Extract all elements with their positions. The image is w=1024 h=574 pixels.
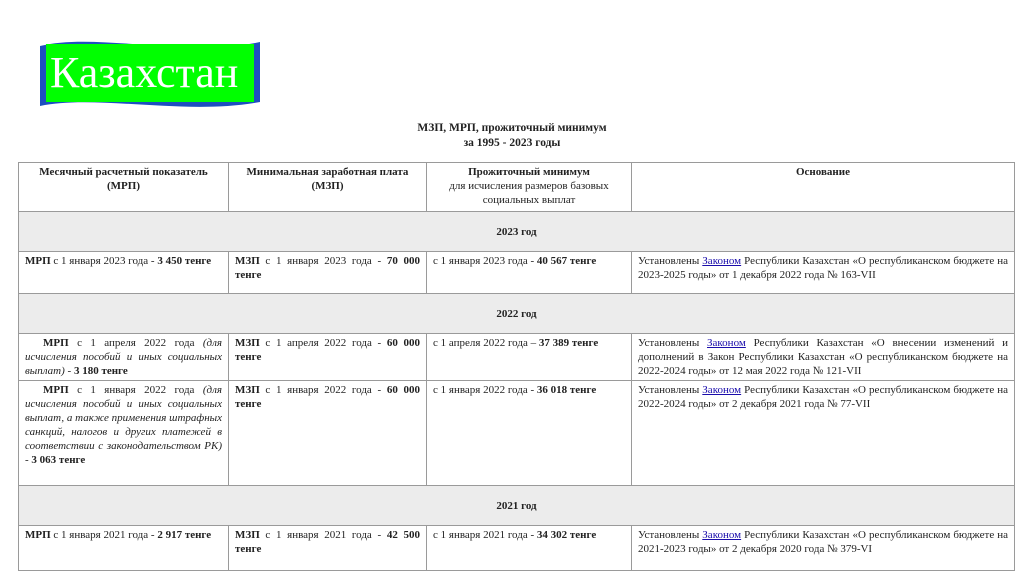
- basis-cell: Установлены Законом Республики Казахстан «О внесении изменений и дополнений в Закон Республики Казахстан «О республиканском бюджете на 2022-2024 годы» от 12 мая 2022 года № 121-VII: [632, 334, 1015, 381]
- year-row-2022: [19, 294, 1015, 334]
- basis-cell: Установлены Законом Республики Казахстан «О республиканском бюджете на 2021-2023 годы» от 2 декабря 2020 года № 379-VI: [632, 526, 1015, 571]
- mzp-cell: МЗП с 1 января 2021 года - 42 500 тенге: [229, 526, 427, 571]
- header-subsistence-title: Прожиточный минимум: [468, 166, 590, 178]
- year-row-2023: [19, 212, 1015, 252]
- header-mrp: Месячный расчетный показатель (МРП): [19, 163, 229, 212]
- header-subsistence-note: для исчисления размеров базовых социальных выплат: [449, 180, 609, 206]
- table-row: [19, 526, 1015, 571]
- header-subsistence: [427, 163, 632, 212]
- mrp-cell: МРП с 1 января 2022 года (для исчисления пособий и иных социальных выплат, а также применения штрафных санкций, налогов и других платежей в соответствии с законодательством РК) - 3 063 тенге: [19, 381, 229, 486]
- mrp-cell: МРП с 1 апреля 2022 года (для исчисления пособий и иных социальных выплат) - 3 180 тенге: [19, 334, 229, 381]
- table-header-row: [19, 163, 1015, 212]
- subsistence-cell: с 1 января 2023 года - 40 567 тенге: [427, 252, 632, 294]
- mzp-cell: МЗП с 1 января 2023 года - 70 000 тенге: [229, 252, 427, 294]
- header-basis: Основание: [632, 163, 1015, 212]
- law-link[interactable]: Законом: [702, 255, 742, 267]
- mzp-cell: МЗП с 1 января 2022 года - 60 000 тенге: [229, 381, 427, 486]
- mrp-cell: МРП с 1 января 2021 года - 2 917 тенге: [19, 526, 229, 571]
- table-row: [19, 381, 1015, 486]
- country-logo: [36, 36, 264, 110]
- year-label: 2021 год: [19, 486, 1015, 526]
- document-title: МЗП, МРП, прожиточный минимум: [417, 122, 607, 134]
- year-label: 2023 год: [19, 212, 1015, 252]
- law-link[interactable]: Законом: [707, 337, 746, 349]
- subsistence-cell: с 1 апреля 2022 года – 37 389 тенге: [427, 334, 632, 381]
- rates-table: [18, 162, 1015, 571]
- law-link[interactable]: Законом: [702, 384, 742, 396]
- subsistence-cell: с 1 января 2022 года - 36 018 тенге: [427, 381, 632, 486]
- mrp-cell: МРП с 1 января 2023 года - 3 450 тенге: [19, 252, 229, 294]
- year-row-2021: [19, 486, 1015, 526]
- law-link[interactable]: Законом: [702, 529, 742, 541]
- table-row: [19, 334, 1015, 381]
- logo-title: Казахстан: [46, 44, 254, 102]
- header-mzp: Минимальная заработная плата (МЗП): [229, 163, 427, 212]
- table-row: [19, 252, 1015, 294]
- mzp-cell: МЗП с 1 апреля 2022 года - 60 000 тенге: [229, 334, 427, 381]
- subsistence-cell: с 1 января 2021 года - 34 302 тенге: [427, 526, 632, 571]
- document-subtitle: за 1995 - 2023 годы: [463, 137, 561, 149]
- year-label: 2022 год: [19, 294, 1015, 334]
- basis-cell: Установлены Законом Республики Казахстан «О республиканском бюджете на 2023-2025 годы» от 1 декабря 2022 года № 163-VII: [632, 252, 1015, 294]
- basis-cell: Установлены Законом Республики Казахстан «О республиканском бюджете на 2022-2024 годы» от 2 декабря 2021 года № 77-VII: [632, 381, 1015, 486]
